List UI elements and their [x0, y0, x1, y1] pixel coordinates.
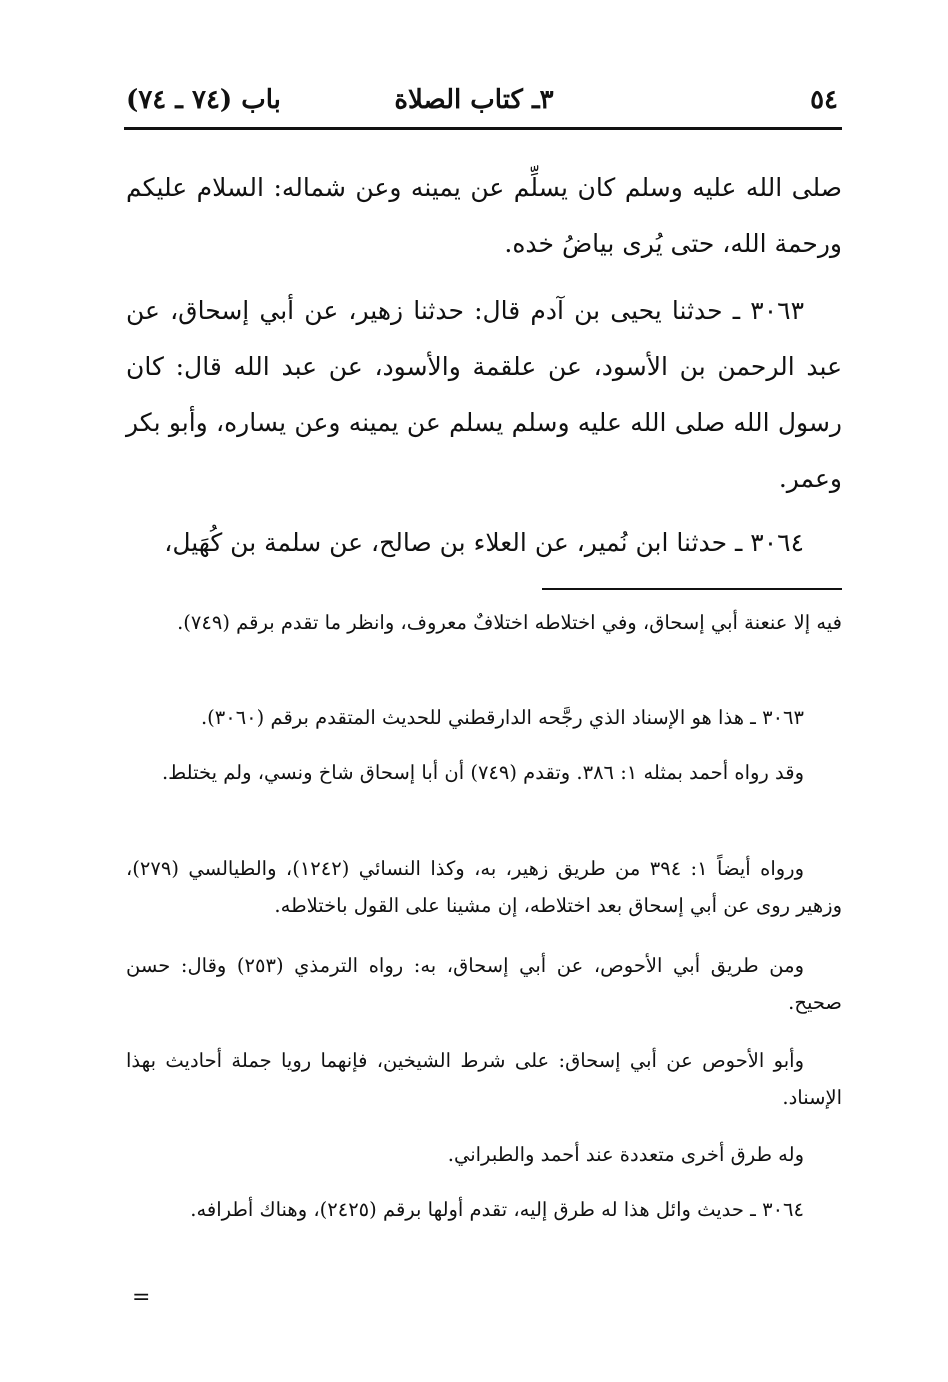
- footnote-paragraph-3: وقد رواه أحمد بمثله ١: ٣٨٦. وتقدم (٧٤٩) أن أبا إسحاق شاخ ونسي، ولم يختلط.: [161, 761, 804, 784]
- footnote-separator: [542, 588, 842, 590]
- page-number: ٥٤: [810, 85, 838, 115]
- footnote-paragraph-6: وأبو الأحوص عن أبي إسحاق: على شرط الشيخين، فإنهما رويا جملة أحاديث بهذا الإسناد.: [126, 1049, 842, 1109]
- book-title-header: ٣ـ كتاب الصلاة: [394, 85, 554, 115]
- footnote-paragraph-7: وله طرق أخرى متعددة عند أحمد والطبراني.: [447, 1143, 804, 1166]
- hadith-3063: ٣٠٦٣ ـ حدثنا يحيى بن آدم قال: حدثنا زهير، عن أبي إسحاق، عن عبد الرحمن بن الأسود، عن علقمة والأسود، عن عبد الله قال: كان رسول الله صلى الله عليه وسلم يسلم عن يمينه وعن يساره، وأبو بكر وعمر.: [126, 296, 842, 493]
- chapter-header: باب (٧٤ ـ ٧٤): [126, 85, 281, 115]
- hadith-3064: ٣٠٦٤ ـ حدثنا ابن نُمير، عن العلاء بن صالح، عن سلمة بن كُهَيل،: [164, 528, 804, 557]
- end-mark: =: [132, 1285, 151, 1310]
- footnote-paragraph-4: ورواه أيضاً ١: ٣٩٤ من طريق زهير، به، وكذا النسائي (١٢٤٢)، والطيالسي (٢٧٩)، وزهير روى عن أبي إسحاق بعد اختلاطه، إن مشينا على القول باختلاطه.: [126, 857, 842, 917]
- footnote-3063: ٣٠٦٣ ـ هذا هو الإسناد الذي رجَّحه الدارقطني للحديث المتقدم برقم (٣٠٦٠).: [200, 706, 804, 729]
- footnote-paragraph-5: ومن طريق أبي الأحوص، عن أبي إسحاق، به: رواه الترمذي (٢٥٣) وقال: حسن صحيح.: [126, 954, 842, 1014]
- header-rule: [124, 127, 842, 130]
- footnote-paragraph-1: فيه إلا عنعنة أبي إسحاق، وفي اختلاطه اختلافٌ معروف، وانظر ما تقدم برقم (٧٤٩).: [177, 611, 842, 634]
- footnote-3064: ٣٠٦٤ ـ حديث وائل هذا له طرق إليه، تقدم أولها برقم (٢٤٢٥)، وهناك أطرافه.: [190, 1198, 804, 1221]
- main-paragraph-1: صلى الله عليه وسلم كان يسلِّم عن يمينه وعن شماله: السلام عليكم ورحمة الله، حتى يُرى بياضُ خده.: [126, 173, 842, 258]
